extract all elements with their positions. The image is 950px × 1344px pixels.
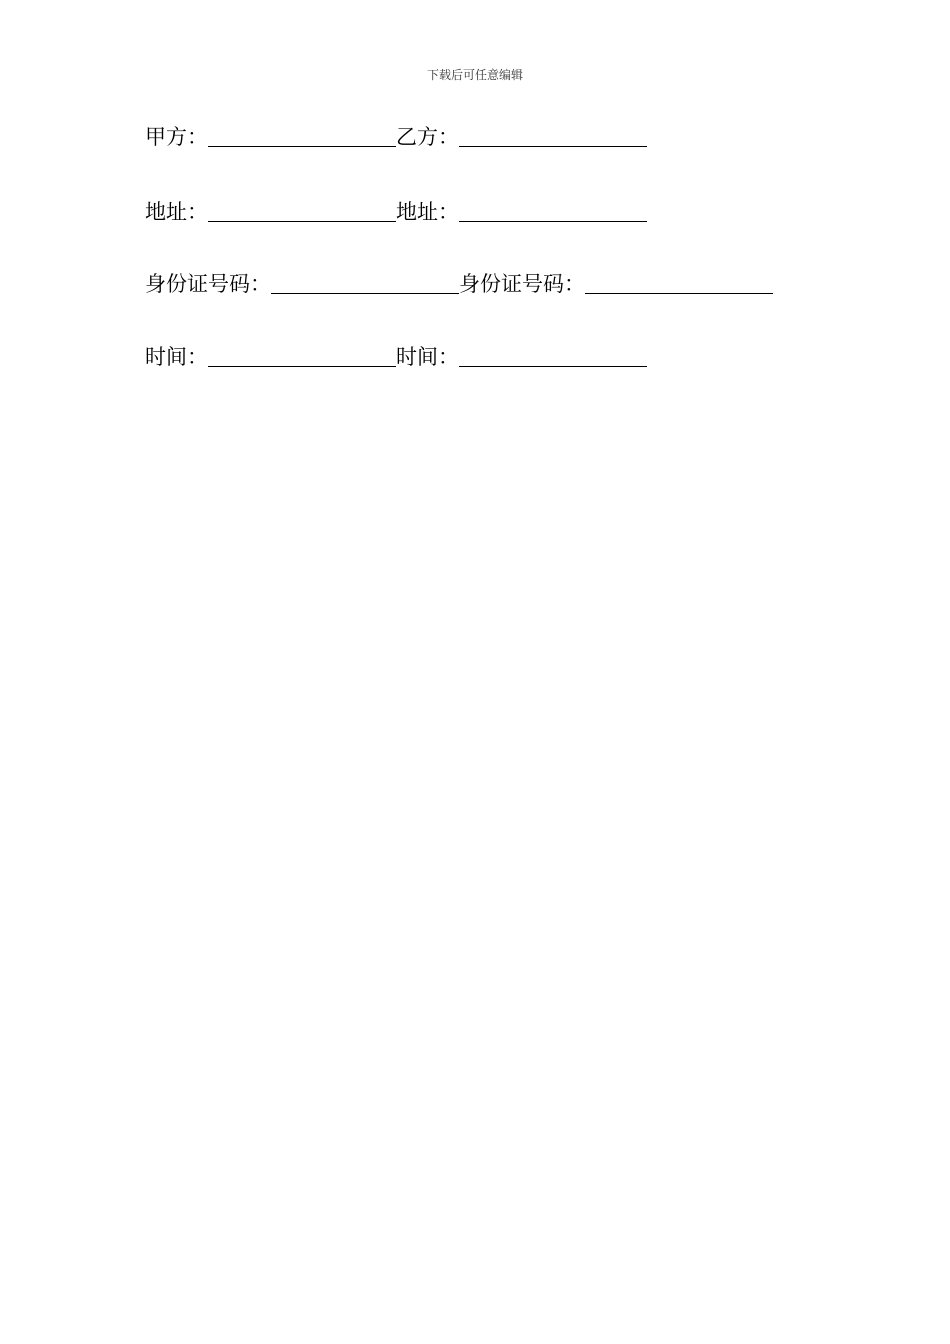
party-b-blank[interactable] — [459, 124, 647, 147]
id-number-a-label: 身份证号码： — [145, 272, 271, 296]
form-row-address — [145, 196, 647, 224]
address-a-label: 地址： — [145, 200, 208, 224]
address-a-blank[interactable] — [208, 199, 396, 222]
address-b-label: 地址： — [396, 200, 459, 224]
date-b-blank[interactable] — [459, 344, 647, 367]
address-b-blank[interactable] — [459, 199, 647, 222]
form-row-party — [145, 121, 647, 149]
id-number-a-blank[interactable] — [271, 271, 459, 294]
party-a-label: 甲方： — [145, 125, 208, 149]
id-number-b-label: 身份证号码： — [459, 272, 585, 296]
party-a-blank[interactable] — [208, 124, 396, 147]
id-number-b-blank[interactable] — [585, 271, 773, 294]
date-b-label: 时间： — [396, 345, 459, 369]
header-note: 下载后可任意编辑 — [426, 68, 523, 82]
form-row-id-number — [145, 268, 773, 296]
form-row-date — [145, 341, 647, 369]
party-b-label: 乙方： — [396, 125, 459, 149]
date-a-label: 时间： — [145, 345, 208, 369]
date-a-blank[interactable] — [208, 344, 396, 367]
